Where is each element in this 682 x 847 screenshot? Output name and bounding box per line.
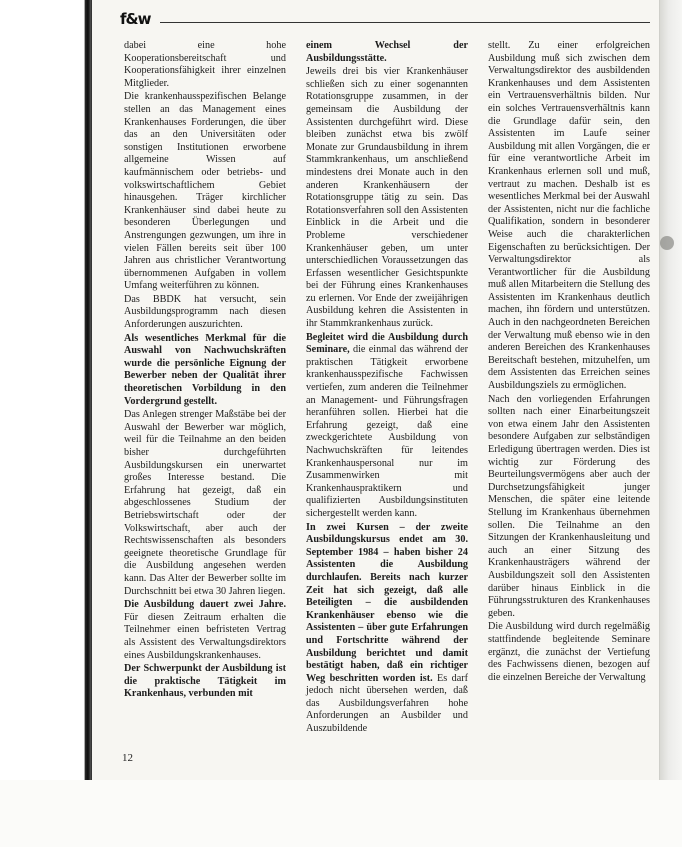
document-page — [92, 0, 660, 780]
text-columns — [124, 40, 652, 740]
body-text: dabei eine hohe Kooperationsbereitschaft und Kooperationsfähigkeit ihrer einzelnen Mitglieder. — [124, 40, 286, 89]
book-binding-edge — [0, 0, 92, 847]
paragraph — [306, 66, 468, 330]
bold-text: Der Schwerpunkt der Ausbildung ist die praktische Tätigkeit im Krankenhaus, verbunden mit — [124, 663, 286, 700]
body-text: Für diesen Zeitraum erhalten die Teilnehmer einen befristeten Vertrag als Assistent des Verwaltungsdirektors eines Ausbildungskrankenhauses. — [124, 611, 286, 661]
body-text: Die krankenhausspezifischen Belange stellen an das Management eines Krankenhauses Forderungen, die über das an den Universitäten oder sonstigen Institutionen erworbene allgemeine Wissen auf kaufmännischem oder betriebs- und volkswirtschaftlichem Gebiet hinausgehen. Träger kirchlicher Krankenhäuser sind dabei heute zu besonderen Überlegungen und Anstrengungen gezwungen, um ihre in vielen Fällen bereits seit über 100 Jahren aus christlicher Verantwortung übernommenen Aufgaben in vollem Umfang weiterführen zu können. — [124, 91, 286, 292]
body-text: stellt. Zu einer erfolgreichen Ausbildung muß sich zwischen dem Verwaltungsdirektor des ausbildenden Krankenhauses und dem Assistenten ein Vertrauensverhältnis bilden. Nur ein solches Vertrauensverhältnis kann die Grundlage dafür sein, den Assistenten im Laufe seiner Ausbildung mit allen Vorgängen, die er für eine verantwortliche Arbeit im Krankenhaus erlernen soll und muß, vertraut zu machen. Deshalb ist es wesentliches Merkmal bei der Auswahl der Assistenten, nicht nur die fachliche Qualifikation, sondern in besonderer Weise auch die charakterlichen Eigenschaften zu berücksichtigen. Der Verwaltungsdirektor als Verantwortlicher für die Ausbildung muß allen Mitarbeitern die Stellung des Assistenten im Krankenhaus deutlich machen, ihn fördern und unterstützen. Auch in den nachgeordneten Bereichen der Verwaltung muß ebenso wie in den anderen Bereichen des Krankenhauses Bereitschaft bestehen, mitzuhelfen, um dem Assistenten das Erreichen seines Ausbildungsziels zu ermöglichen. — [488, 40, 650, 392]
paragraph — [488, 621, 650, 684]
paragraph — [306, 522, 468, 736]
column-1 — [124, 40, 286, 701]
paragraph — [124, 409, 286, 598]
paragraph — [488, 40, 650, 393]
page-edge-shadow — [660, 0, 682, 847]
paragraph — [306, 332, 468, 521]
body-text: Nach den vorliegenden Erfahrungen sollten nach einer Einarbeitungszeit von etwa einem Jahr den Assistenten besondere Aufgaben zur selbständigen Erledigung übertragen werden. Dies ist wichtig zur Förderung des Beurteilungsvermögens aber auch der Durchsetzungsfähigkeit junger Menschen, die später eine leitende Stellung im Krankenhaus übernehmen sollen. Die Teilnahme an den Sitzungen der Krankenhausleitung und auch an einer Sitzung des Krankenhausträgers während der Ausbildungszeit soll den Assistenten darüber hinaus Einblick in die Führungsstrukturen des Krankenhauses geben. — [488, 393, 650, 619]
scan-margin — [0, 780, 682, 847]
paragraph — [124, 294, 286, 332]
bold-text: Begleitet wird die Ausbildung durch Seminare, — [306, 331, 468, 356]
header-rule — [160, 22, 650, 23]
paragraph — [124, 599, 286, 662]
body-text: die einmal das während der praktischen Tätigkeit erworbene krankenhausspezifische Fachwissen vertiefen, zum anderen die Teilnehmer an Management- und Führungsfragen heranführen sollen. Hierbei hat die Erfahrung gezeigt, daß eine zweckgerichtete Ausbildung von Nachwuchskräften für leitendes Krankenhauspersonal nur im Zusammenwirken mit Krankenhauspraktikern und qualifizierten Ausbildungsinstituten sichergestellt werden kann. — [306, 344, 468, 519]
bold-text: In zwei Kursen – der zweite Ausbildungskursus endet am 30. September 1984 – haben bisher 24 Assistenten die Ausbildung durchlaufen. Bereits nach kurzer Zeit hat sich gezeigt, daß alle Beteiligten – die ausbildenden Krankenhäuser ebenso wie die Assistenten – über gute Erfahrungen und Fortschritte während der Ausbildung berichtet und damit bestätigt haben, daß ein richtiger Weg beschritten worden ist. — [306, 521, 468, 684]
body-text: Das BBDK hat versucht, sein Ausbildungsprogramm nach diesen Anforderungen auszurichten. — [124, 293, 286, 331]
page-header — [120, 10, 650, 32]
paragraph — [124, 40, 286, 90]
fw-logo: f&w — [120, 10, 151, 28]
paragraph — [488, 394, 650, 621]
paragraph — [306, 40, 468, 65]
paragraph — [124, 663, 286, 701]
paragraph — [124, 91, 286, 293]
page-edge-mark — [660, 236, 674, 250]
body-text: Jeweils drei bis vier Krankenhäuser schließen sich zu einer sogenannten Rotationsgruppe zusammen, in der gemeinsam die Ausbildung der Assistenten durchgeführt wird. Diese bleiben zunächst etwa bis zwölf Monate zur Grundausbildung in ihrem Stammkrankenhaus, um anschließend mindestens drei Monate auch in den anderen Krankenhäusern der Rotationsgruppe tätig zu sein. Das Rotationsverfahren soll den Assistenten Einblick in die Arbeit und die Probleme verschiedener Krankenhäuser geben, um unter unterschiedlichen Voraussetzungen das Erfassen wesentlicher Gesichtspunkte bei der Führung eines Krankenhauses zu erlernen. Vor Ende der zweijährigen Ausbildung kehren die Assistenten in ihr Stammkrankenhaus zurück. — [306, 66, 468, 330]
column-2 — [306, 40, 468, 736]
body-text: Es darf jedoch nicht übersehen werden, daß das Ausbildungsverfahren hohe Anforderungen an Ausbilder und Auszubildende — [306, 672, 469, 735]
page-number: 12 — [122, 752, 133, 764]
body-text: Das Anlegen strenger Maßstäbe bei der Auswahl der Bewerber war möglich, weil für die Teilnahme an den beiden bisher durchgeführten Ausbildungskursen ein unerwartet großes Interesse bestand. Die Erfahrung hat gezeigt, daß ein abgeschlossenes Studium der Betriebswirtschaft oder der Volkswirtschaft, aber auch der Rechtswissenschaften als besonders geeignete theoretische Grundlage für die Ausbildung angesehen werden kann. Das Alter der Bewerber sollte im Durchschnitt bei etwa 30 Jahren liegen. — [124, 409, 286, 597]
bold-text: Die Ausbildung dauert zwei Jahre. — [124, 599, 286, 611]
body-text: Die Ausbildung wird durch regelmäßig stattfindende begleitende Seminare ergänzt, die zunächst der Vertiefung des Fachwissens dienen, bezogen auf die einzelnen Bereiche der Verwaltung — [488, 621, 650, 683]
bold-text: einem Wechsel der Ausbildungsstätte. — [306, 40, 468, 64]
column-3 — [488, 40, 650, 684]
paragraph — [124, 333, 286, 409]
binding-shadow — [85, 0, 91, 780]
bold-text: Als wesentliches Merkmal für die Auswahl von Nachwuchskräften wurde die persönliche Eignung der Bewerber neben der Qualität ihrer theoretischen Vorbildung in den Vordergrund gestellt. — [124, 332, 286, 407]
